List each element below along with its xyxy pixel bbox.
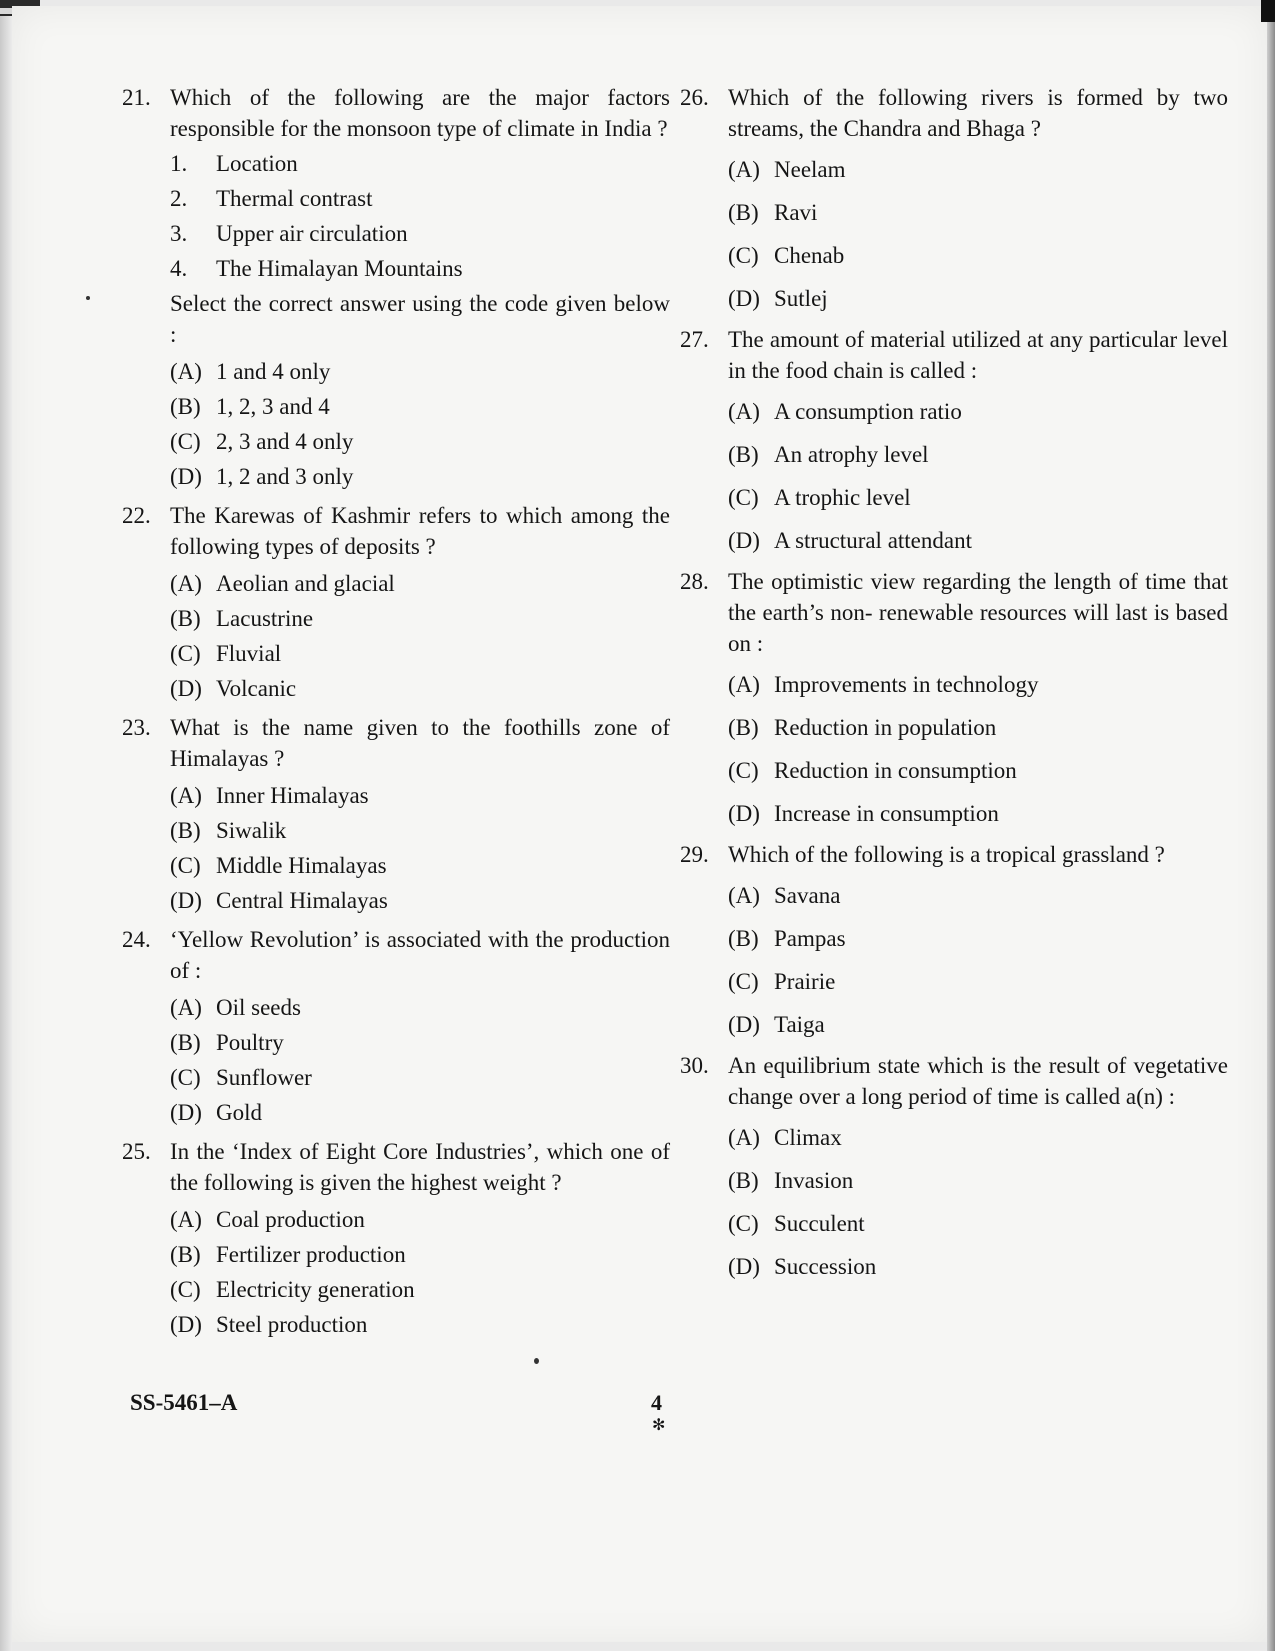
question-text: Which of the following is a tropical grassland ? bbox=[728, 842, 1165, 867]
booklet-code: SS-5461–A bbox=[130, 1390, 238, 1415]
option-d bbox=[728, 1003, 1228, 1046]
scan-edge-right bbox=[1267, 0, 1275, 1651]
option-text: Climax bbox=[774, 1125, 842, 1150]
question-text: In the ‘Index of Eight Core Industries’, which one of the following is given the highest weight ? bbox=[170, 1139, 670, 1195]
option-a bbox=[728, 390, 1228, 433]
option-text: Poultry bbox=[216, 1030, 284, 1055]
option-text: Electricity generation bbox=[216, 1277, 415, 1302]
option-label: (C) bbox=[170, 641, 201, 666]
option-label: (C) bbox=[728, 969, 759, 994]
page-number: 4 bbox=[651, 1390, 662, 1415]
option-d bbox=[170, 1307, 670, 1342]
question-27 bbox=[680, 324, 1228, 562]
options-list bbox=[170, 354, 670, 494]
left-column bbox=[122, 82, 670, 1348]
code-number: 4. bbox=[170, 256, 188, 281]
option-text: Succession bbox=[774, 1254, 877, 1279]
option-d bbox=[728, 1245, 1228, 1288]
option-label: (D) bbox=[170, 1312, 202, 1337]
option-label: (D) bbox=[728, 286, 760, 311]
option-text: Neelam bbox=[774, 157, 846, 182]
option-b bbox=[170, 601, 670, 636]
option-text: A consumption ratio bbox=[774, 399, 962, 424]
question-number: 30. bbox=[680, 1053, 709, 1078]
page-mark-icon: ✻ bbox=[652, 1417, 666, 1434]
option-label: (A) bbox=[728, 399, 760, 424]
option-d bbox=[170, 1095, 670, 1130]
option-text: Reduction in consumption bbox=[774, 758, 1017, 783]
option-label: (D) bbox=[728, 1254, 760, 1279]
option-label: (D) bbox=[170, 1100, 202, 1125]
option-text: Gold bbox=[216, 1100, 262, 1125]
option-label: (C) bbox=[170, 1065, 201, 1090]
code-text: Upper air circulation bbox=[216, 221, 408, 246]
option-label: (A) bbox=[170, 995, 202, 1020]
option-text: Increase in consumption bbox=[774, 801, 999, 826]
question-number: 24. bbox=[122, 927, 151, 952]
options-list bbox=[170, 566, 670, 706]
question-number: 29. bbox=[680, 842, 709, 867]
option-label: (D) bbox=[728, 1012, 760, 1037]
option-text: Sutlej bbox=[774, 286, 828, 311]
option-label: (D) bbox=[728, 801, 760, 826]
options-list bbox=[728, 874, 1228, 1046]
option-text: 2, 3 and 4 only bbox=[216, 429, 354, 454]
option-text: Pampas bbox=[774, 926, 846, 951]
options-list bbox=[170, 1202, 670, 1342]
option-text: Succulent bbox=[774, 1211, 865, 1236]
option-label: (B) bbox=[728, 715, 759, 740]
option-d bbox=[728, 277, 1228, 320]
option-label: (B) bbox=[170, 818, 201, 843]
question-text: Which of the following are the major factors responsible for the monsoon type of climate in India ? bbox=[170, 85, 670, 141]
code-list bbox=[170, 146, 670, 286]
option-text: An atrophy level bbox=[774, 442, 929, 467]
option-label: (C) bbox=[728, 758, 759, 783]
option-text: Oil seeds bbox=[216, 995, 301, 1020]
question-number: 21. bbox=[122, 85, 151, 110]
options-list bbox=[170, 778, 670, 918]
option-text: 1, 2 and 3 only bbox=[216, 464, 354, 489]
scan-speck bbox=[534, 1358, 539, 1364]
scan-speck bbox=[86, 296, 90, 300]
option-b bbox=[728, 917, 1228, 960]
option-c bbox=[728, 1202, 1228, 1245]
question-number: 28. bbox=[680, 569, 709, 594]
option-label: (B) bbox=[170, 394, 201, 419]
option-b bbox=[728, 191, 1228, 234]
option-label: (B) bbox=[170, 606, 201, 631]
option-text: Prairie bbox=[774, 969, 836, 994]
option-label: (A) bbox=[170, 783, 202, 808]
option-d bbox=[170, 671, 670, 706]
scan-edge-left bbox=[0, 0, 12, 1651]
option-label: (A) bbox=[728, 883, 760, 908]
option-c bbox=[728, 476, 1228, 519]
question-28 bbox=[680, 566, 1228, 835]
option-text: Chenab bbox=[774, 243, 845, 268]
option-b bbox=[170, 389, 670, 424]
option-text: Inner Himalayas bbox=[216, 783, 369, 808]
option-text: Lacustrine bbox=[216, 606, 314, 631]
code-item bbox=[170, 251, 670, 286]
option-a bbox=[170, 1202, 670, 1237]
option-c bbox=[728, 234, 1228, 277]
option-text: Middle Himalayas bbox=[216, 853, 387, 878]
option-label: (A) bbox=[170, 359, 202, 384]
option-label: (D) bbox=[728, 528, 760, 553]
option-a bbox=[170, 990, 670, 1025]
option-label: (D) bbox=[170, 888, 202, 913]
option-text: Invasion bbox=[774, 1168, 854, 1193]
option-b bbox=[170, 1025, 670, 1060]
code-number: 3. bbox=[170, 221, 188, 246]
option-text: A structural attendant bbox=[774, 528, 972, 553]
code-item bbox=[170, 146, 670, 181]
option-text: Savana bbox=[774, 883, 841, 908]
option-label: (C) bbox=[170, 429, 201, 454]
option-text: 1, 2, 3 and 4 bbox=[216, 394, 330, 419]
option-text: Central Himalayas bbox=[216, 888, 388, 913]
question-23 bbox=[122, 712, 670, 918]
option-c bbox=[170, 1060, 670, 1095]
question-29 bbox=[680, 839, 1228, 1046]
option-d bbox=[170, 883, 670, 918]
option-a bbox=[728, 874, 1228, 917]
code-text: Thermal contrast bbox=[216, 186, 373, 211]
question-30 bbox=[680, 1050, 1228, 1288]
scan-corner-mark bbox=[1261, 0, 1275, 22]
option-text: A trophic level bbox=[774, 485, 911, 510]
option-c bbox=[170, 636, 670, 671]
option-label: (A) bbox=[728, 157, 760, 182]
question-21 bbox=[122, 82, 670, 494]
option-b bbox=[170, 813, 670, 848]
option-text: Improvements in technology bbox=[774, 672, 1039, 697]
option-a bbox=[728, 1116, 1228, 1159]
option-text: Taiga bbox=[774, 1012, 825, 1037]
option-label: (C) bbox=[170, 1277, 201, 1302]
option-c bbox=[170, 1272, 670, 1307]
option-label: (A) bbox=[170, 1207, 202, 1232]
option-text: Sunflower bbox=[216, 1065, 312, 1090]
option-label: (B) bbox=[728, 200, 759, 225]
option-a bbox=[170, 566, 670, 601]
option-text: Steel production bbox=[216, 1312, 368, 1337]
question-text: What is the name given to the foothills zone of Himalayas ? bbox=[170, 715, 670, 771]
option-c bbox=[728, 749, 1228, 792]
option-label: (B) bbox=[728, 926, 759, 951]
option-text: Fertilizer production bbox=[216, 1242, 406, 1267]
option-label: (B) bbox=[728, 442, 759, 467]
question-instruction: Select the correct answer using the code given below : bbox=[170, 291, 670, 347]
question-26 bbox=[680, 82, 1228, 320]
question-text: Which of the following rivers is formed by two streams, the Chandra and Bhaga ? bbox=[728, 85, 1228, 141]
right-column bbox=[680, 82, 1228, 1292]
question-text: An equilibrium state which is the result of vegetative change over a long period of time is called a(n) : bbox=[728, 1053, 1228, 1109]
option-label: (A) bbox=[728, 672, 760, 697]
option-label: (B) bbox=[728, 1168, 759, 1193]
option-label: (A) bbox=[170, 571, 202, 596]
option-label: (C) bbox=[728, 243, 759, 268]
question-number: 22. bbox=[122, 503, 151, 528]
option-a bbox=[728, 148, 1228, 191]
option-label: (D) bbox=[170, 676, 202, 701]
code-text: Location bbox=[216, 151, 298, 176]
code-item bbox=[170, 216, 670, 251]
options-list bbox=[728, 1116, 1228, 1288]
option-d bbox=[728, 792, 1228, 835]
question-number: 23. bbox=[122, 715, 151, 740]
options-list bbox=[728, 148, 1228, 320]
question-25 bbox=[122, 1136, 670, 1342]
option-text: Reduction in population bbox=[774, 715, 997, 740]
option-label: (C) bbox=[728, 485, 759, 510]
question-text: The optimistic view regarding the length of time that the earth’s non- renewable resources will last is based on : bbox=[728, 569, 1228, 656]
code-item bbox=[170, 181, 670, 216]
option-text: Siwalik bbox=[216, 818, 287, 843]
question-text: The Karewas of Kashmir refers to which among the following types of deposits ? bbox=[170, 503, 670, 559]
question-text: The amount of material utilized at any particular level in the food chain is called : bbox=[728, 327, 1228, 383]
option-text: Volcanic bbox=[216, 676, 297, 701]
option-a bbox=[728, 663, 1228, 706]
options-list bbox=[728, 390, 1228, 562]
question-22 bbox=[122, 500, 670, 706]
options-list bbox=[728, 663, 1228, 835]
option-label: (D) bbox=[170, 464, 202, 489]
question-24 bbox=[122, 924, 670, 1130]
option-text: Ravi bbox=[774, 200, 818, 225]
option-text: Aeolian and glacial bbox=[216, 571, 395, 596]
option-d bbox=[728, 519, 1228, 562]
option-d bbox=[170, 459, 670, 494]
option-b bbox=[728, 706, 1228, 749]
question-number: 27. bbox=[680, 327, 709, 352]
option-label: (B) bbox=[170, 1030, 201, 1055]
question-text: ‘Yellow Revolution’ is associated with the production of : bbox=[170, 927, 670, 983]
option-text: 1 and 4 only bbox=[216, 359, 331, 384]
code-number: 1. bbox=[170, 151, 188, 176]
option-label: (C) bbox=[170, 853, 201, 878]
option-label: (B) bbox=[170, 1242, 201, 1267]
option-c bbox=[170, 424, 670, 459]
code-number: 2. bbox=[170, 186, 188, 211]
option-b bbox=[728, 433, 1228, 476]
code-text: The Himalayan Mountains bbox=[216, 256, 463, 281]
options-list bbox=[170, 990, 670, 1130]
option-label: (C) bbox=[728, 1211, 759, 1236]
option-c bbox=[728, 960, 1228, 1003]
option-b bbox=[728, 1159, 1228, 1202]
option-text: Fluvial bbox=[216, 641, 282, 666]
option-a bbox=[170, 778, 670, 813]
option-b bbox=[170, 1237, 670, 1272]
option-c bbox=[170, 848, 670, 883]
question-number: 25. bbox=[122, 1139, 151, 1164]
option-text: Coal production bbox=[216, 1207, 365, 1232]
option-label: (A) bbox=[728, 1125, 760, 1150]
question-number: 26. bbox=[680, 85, 709, 110]
option-a bbox=[170, 354, 670, 389]
